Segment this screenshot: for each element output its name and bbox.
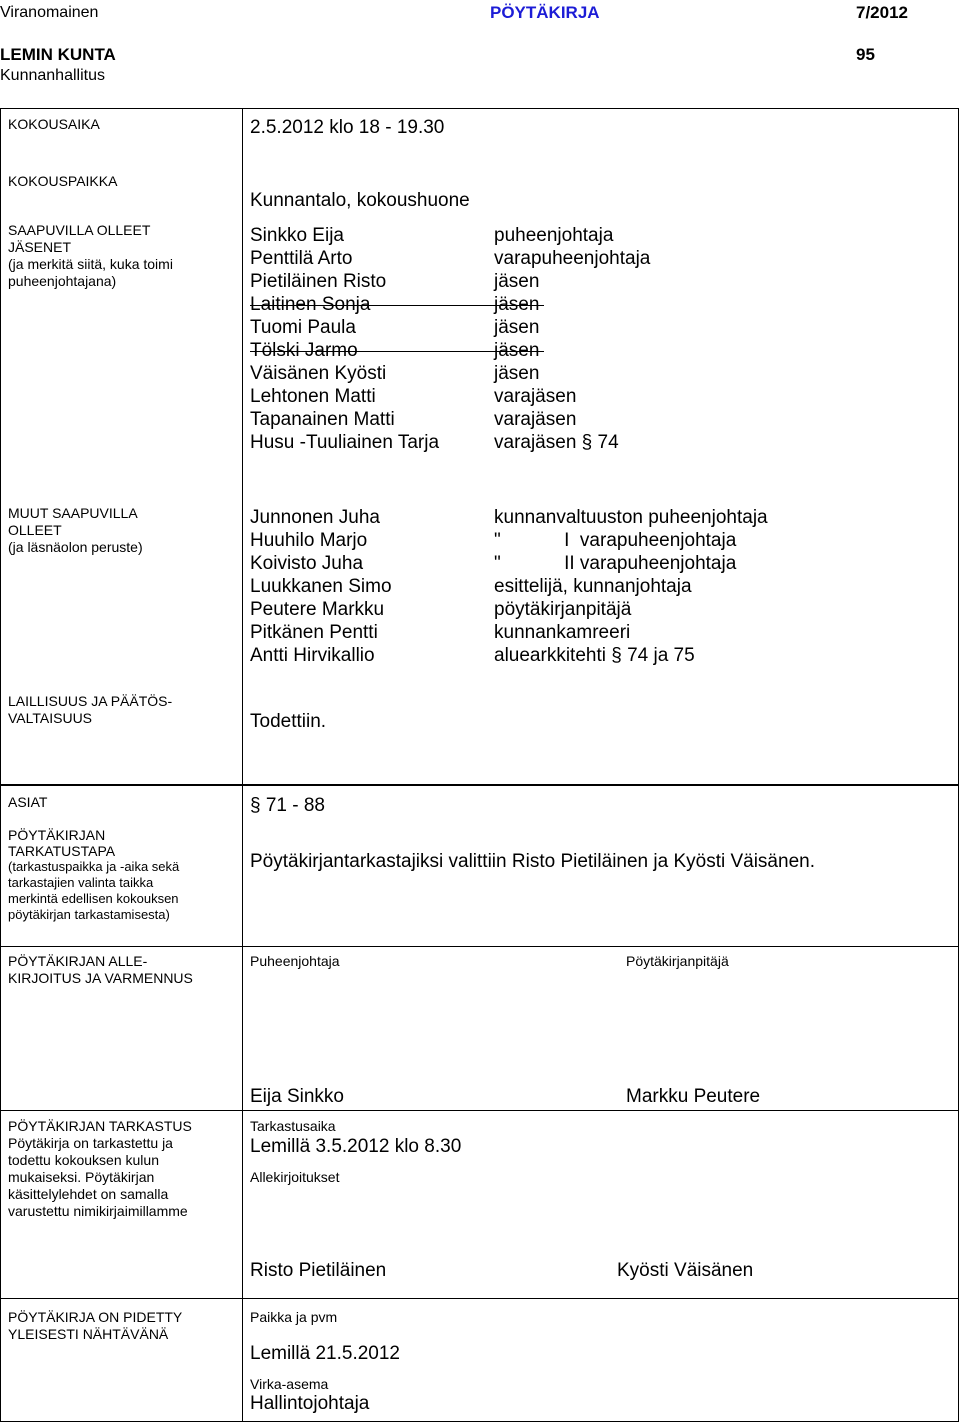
items-value: § 71 - 88 [250,795,325,816]
strikethrough-line [250,351,544,352]
member-name: Väisänen Kyösti [250,363,387,384]
strikethrough-line [250,305,544,306]
member-row [250,224,890,247]
attendee-name: Junnonen Juha [250,507,380,528]
member-role: jäsen [494,271,540,292]
signatures-label: Allekirjoitukset [250,1169,340,1185]
member-row [250,270,890,293]
meeting-place-label: KOKOUSPAIKKA [8,173,118,189]
public-display-label: PÖYTÄKIRJA ON PIDETTY YLEISESTI NÄHTÄVÄNÄ [8,1309,183,1342]
member-role: jäsen [494,317,540,338]
attendee-name: Antti Hirvikallio [250,645,375,666]
protocol-column-divider [242,785,243,1422]
place-date-value: Lemillä 21.5.2012 [250,1343,400,1364]
member-name: Tapanainen Matti [250,409,395,430]
chair-label: Puheenjohtaja [250,953,340,969]
member-role: varajäsen [494,386,577,407]
legality-value: Todettiin. [250,711,327,732]
member-row [250,431,890,454]
authority-label: Viranomainen [0,4,99,21]
attendance-column-divider [242,108,243,785]
review-label: PÖYTÄKIRJAN TARKASTUS Pöytäkirja on tarkastettu ja todettu kokouksen kulun mukaiseksi. Pöytäkirjan käsittelylehdet on samalla varustettu nimikirjaimillamme [8,1118,192,1219]
attendee-role: aluearkkitehti § 74 ja 75 [494,645,695,666]
municipality-name: LEMIN KUNTA [0,45,116,64]
member-row [250,293,890,316]
member-role: varajäsen [494,409,577,430]
attendee-role: " II varapuheenjohtaja [494,553,737,574]
secretary-name: Markku Peutere [626,1086,761,1107]
attendee-role: kunnanvaltuuston puheenjohtaja [494,507,768,528]
member-name: Penttilä Arto [250,248,353,269]
attendee-name: Koivisto Juha [250,553,364,574]
attendee-row [250,621,890,644]
document-type: PÖYTÄKIRJA [490,3,600,22]
member-name: Laitinen Sonja [250,294,371,315]
attendee-role: pöytäkirjanpitäjä [494,599,632,620]
member-name: Tölski Jarmo [250,340,358,361]
member-role: jäsen [494,294,540,315]
member-role: jäsen [494,340,540,361]
attendee-row [250,644,890,667]
review-method-label: PÖYTÄKIRJAN TARKATUSTAPA (tarkastuspaikka ja -aika sekä tarkastajien valinta taikka merkintä edellisen kokouksen pöytäkirjan tarkastamisesta) [8,827,180,922]
member-row [250,362,890,385]
attendee-name: Luukkanen Simo [250,576,392,597]
document-number: 7/2012 [856,3,908,22]
position-value: Hallintojohtaja [250,1393,370,1414]
member-role: varapuheenjohtaja [494,248,651,269]
attendee-role: kunnankamreeri [494,622,631,643]
attendee-row [250,552,890,575]
position-label: Virka-asema [250,1376,329,1392]
legality-label: LAILLISUUS JA PÄÄTÖS- VALTAISUUS [8,693,173,726]
member-role: puheenjohtaja [494,225,614,246]
attendee-row [250,529,890,552]
attendee-row [250,575,890,598]
row-divider [0,946,959,947]
attendee-row [250,598,890,621]
page-number: 95 [856,45,875,64]
other-attendees-list [250,506,890,670]
place-date-label: Paikka ja pvm [250,1309,338,1325]
meeting-place-value: Kunnantalo, kokoushuone [250,190,470,211]
row-divider [0,1298,959,1299]
members-label: SAAPUVILLA OLLEET JÄSENET (ja merkitä siitä, kuka toimi puheenjohtajana) [8,222,173,289]
attendee-role: " I varapuheenjohtaja [494,530,737,551]
other-attendees-label: MUUT SAAPUVILLA OLLEET (ja läsnäolon peruste) [8,505,143,555]
attendee-name: Huuhilo Marjo [250,530,368,551]
review-method-value: Pöytäkirjantarkastajiksi valittiin Risto Pietiläinen ja Kyösti Väisänen. [250,851,815,872]
chair-name: Eija Sinkko [250,1086,344,1107]
meeting-time-value: 2.5.2012 klo 18 - 19.30 [250,117,445,138]
member-row [250,316,890,339]
review-time-value: Lemillä 3.5.2012 klo 8.30 [250,1136,462,1157]
reviewer-1-name: Risto Pietiläinen [250,1260,387,1281]
attendee-name: Pitkänen Pentti [250,622,378,643]
member-name: Lehtonen Matti [250,386,376,407]
review-time-label: Tarkastusaika [250,1118,336,1134]
member-row [250,408,890,431]
member-row [250,385,890,408]
member-name: Pietiläinen Risto [250,271,387,292]
secretary-label: Pöytäkirjanpitäjä [626,953,729,969]
members-list [250,224,890,456]
member-row [250,247,890,270]
member-name: Tuomi Paula [250,317,356,338]
meeting-time-label: KOKOUSAIKA [8,116,100,132]
attendee-role: esittelijä, kunnanjohtaja [494,576,692,597]
member-row [250,339,890,362]
member-name: Sinkko Eija [250,225,344,246]
member-name: Husu -Tuuliainen Tarja [250,432,440,453]
signature-label: PÖYTÄKIRJAN ALLE- KIRJOITUS JA VARMENNUS [8,953,193,986]
member-role: varajäsen § 74 [494,432,619,453]
attendee-name: Peutere Markku [250,599,385,620]
row-divider [0,1110,959,1111]
items-label: ASIAT [8,794,48,810]
member-role: jäsen [494,363,540,384]
attendee-row [250,506,890,529]
governing-body: Kunnanhallitus [0,67,105,84]
reviewer-2-name: Kyösti Väisänen [617,1260,754,1281]
